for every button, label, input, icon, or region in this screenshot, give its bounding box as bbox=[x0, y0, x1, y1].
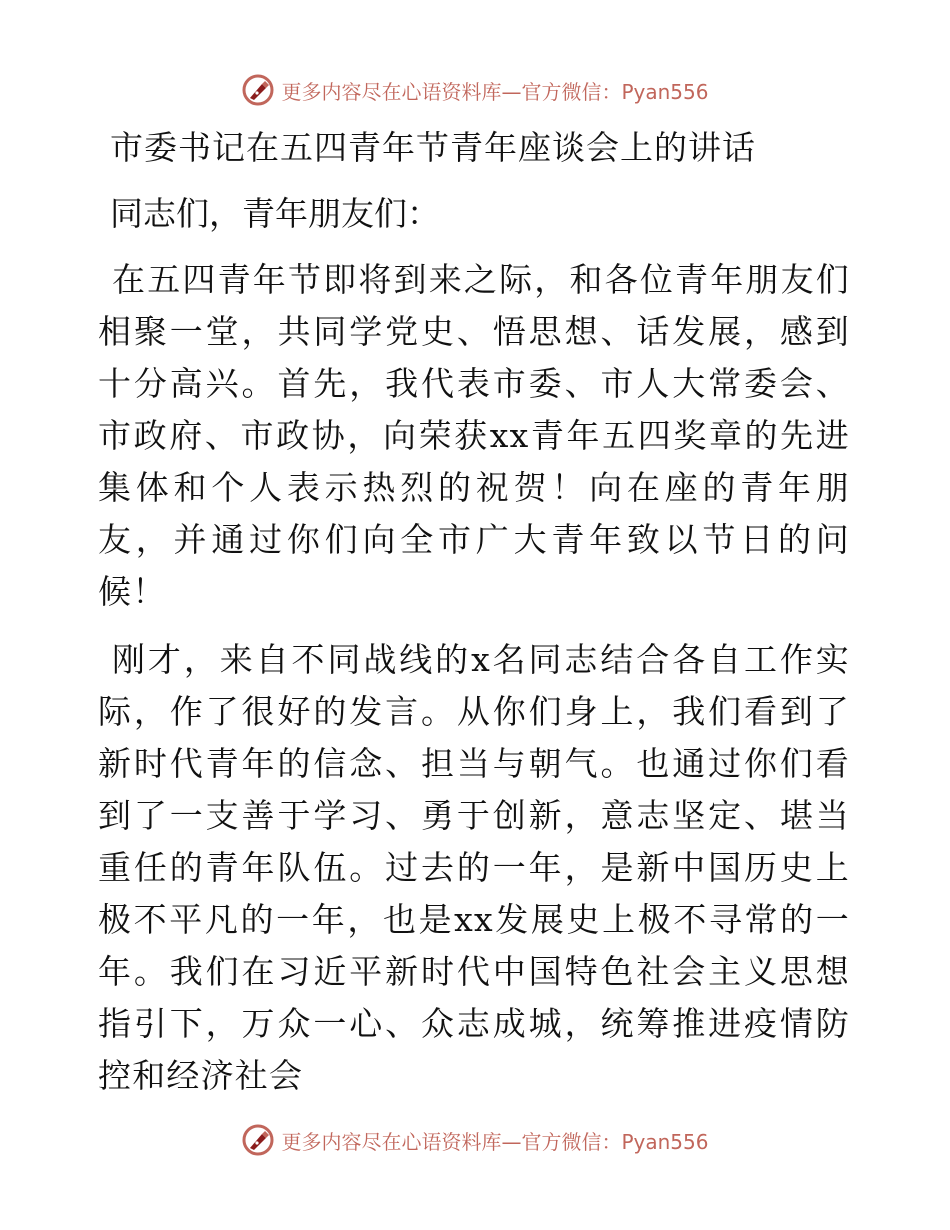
header-banner-text: 更多内容尽在心语资料库—官方微信：Pyan556 bbox=[281, 79, 709, 104]
footer-banner-text: 更多内容尽在心语资料库—官方微信：Pyan556 bbox=[281, 1129, 709, 1154]
document-body bbox=[98, 122, 850, 1118]
paragraph-1: 在五四青年节即将到来之际，和各位青年朋友们相聚一堂，共同学党史、悟思想、话发展，感到十分高兴。首先，我代表市委、市人大常委会、市政府、市政协，向荣获xx青年五四奖章的先进集体和个人表示热烈的祝贺！向在座的青年朋友，并通过你们向全市广大青年致以节日的问候！ bbox=[98, 260, 850, 611]
footer-banner bbox=[0, 1120, 950, 1160]
pen-nib-logo-icon bbox=[241, 73, 275, 107]
header-banner bbox=[0, 70, 950, 110]
paragraph-2: 刚才，来自不同战线的x名同志结合各自工作实际，作了很好的发言。从你们身上，我们看到了新时代青年的信念、担当与朝气。也通过你们看到了一支善于学习、勇于创新，意志坚定、堪当重任的青年队伍。过去的一年，是新中国历史上极不平凡的一年，也是xx发展史上极不寻常的一年。我们在习近平新时代中国特色社会主义思想指引下，万众一心、众志成城，统筹推进疫情防控和经济社会 bbox=[98, 640, 850, 1095]
pen-nib-logo-icon bbox=[241, 1123, 275, 1157]
document-title: 市委书记在五四青年节青年座谈会上的讲话 bbox=[110, 128, 756, 167]
greeting: 同志们，青年朋友们： bbox=[110, 194, 440, 233]
